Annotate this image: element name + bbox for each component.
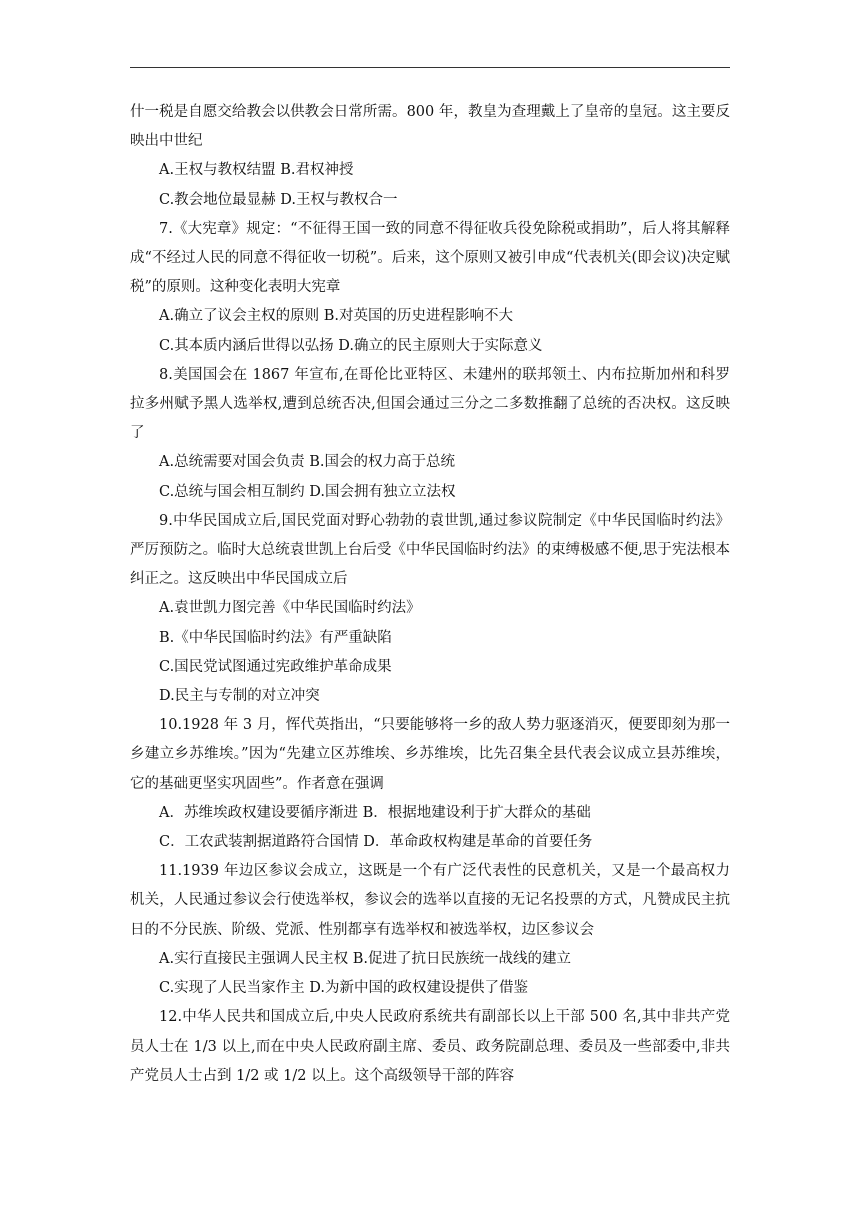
q9-option-b: B.《中华民国临时约法》有严重缺陷 <box>159 629 392 646</box>
q7-stem: 7.《大宪章》规定：“不征得王国一致的同意不得征收兵役免除税或捐助”，后人将其解释成“不经过人民的同意不得征收一切税”。后来，这个原则又被引申成“代表机关(即会议)决定赋税”的原则。这种变化表明大宪章 <box>130 220 730 296</box>
q9-option-a: A.袁世凯力图完善《中华民国临时约法》 <box>159 600 421 617</box>
q11-options-cd: C.实现了人民当家作主 D.为新中国的政权建设提供了借鉴 <box>159 980 529 997</box>
q11-options-ab: A.实行直接民主强调人民主权 B.促进了抗日民族统一战线的建立 <box>159 950 571 967</box>
q10-options-cd: C．工农武装割据道路符合国情 D．革命政权构建是革命的首要任务 <box>159 834 593 851</box>
q8-options-ab: A.总统需要对国会负责 B.国会的权力高于总统 <box>159 454 455 471</box>
q9-option-c: C.国民党试图通过宪政维护革命成果 <box>159 658 392 675</box>
q9-option-d: D.民主与专制的对立冲突 <box>159 688 320 705</box>
q12-stem: 12.中华人民共和国成立后,中央人民政府系统共有副部长以上干部 500 名,其中非共产党员人士在 1/3 以上,而在中央人民政府副主席、委员、政务院副总理、委员及一些部委中,非共产党员人士占到 1/2 或 1/2 以上。这个高级领导干部的阵容 <box>130 1009 730 1084</box>
q8-options-cd: C.总统与国会相互制约 D.国会拥有独立立法权 <box>159 483 456 500</box>
q7-options-cd: C.其本质内涵后世得以弘扬 D.确立的民主原则大于实际意义 <box>159 337 543 354</box>
q6-options-cd: C.教会地位最显赫 D.王权与教权合一 <box>159 191 398 208</box>
q8-stem: 8.美国国会在 1867 年宣布,在哥伦比亚特区、未建州的联邦领土、内布拉斯加州和科罗拉多州赋予黑人选举权,遭到总统否决,但国会通过三分之二多数推翻了总统的否决权。这反映了 <box>130 366 730 442</box>
q11-stem: 11.1939 年边区参议会成立，这既是一个有广泛代表性的民意机关，又是一个最高权力机关，人民通过参议会行使选举权，参议会的选举以直接的无记名投票的方式，凡赞成民主抗日的不分民族、阶级、党派、性别都享有选举权和被选举权，边区参议会 <box>130 863 730 938</box>
q6-stem-continuation: 什一税是自愿交给教会以供教会日常所需。800 年，教皇为查理戴上了皇帝的皇冠。这主要反映出中世纪 <box>130 104 730 150</box>
q7-options-ab: A.确立了议会主权的原则 B.对英国的历史进程影响不大 <box>159 308 513 325</box>
question-text-body <box>130 98 730 1091</box>
q6-options-ab: A.王权与教权结盟 B.君权神授 <box>159 162 354 179</box>
q10-options-ab: A．苏维埃政权建设要循序渐进 B．根据地建设利于扩大群众的基础 <box>159 804 591 821</box>
header-rule <box>130 67 730 68</box>
q9-stem: 9.中华民国成立后,国民党面对野心勃勃的袁世凯,通过参议院制定《中华民国临时约法》严厉预防之。临时大总统袁世凯上台后受《中华民国临时约法》的束缚极感不便,思于宪法根本纠正之。这反映出中华民国成立后 <box>130 512 730 588</box>
q10-stem: 10.1928 年 3 月，恽代英指出，“只要能够将一乡的敌人势力驱逐消灭，便要即刻为那一乡建立乡苏维埃。”因为“先建立区苏维埃、乡苏维埃，比先召集全县代表会议成立县苏维埃，它的基础更坚实巩固些”。作者意在强调 <box>130 717 730 792</box>
